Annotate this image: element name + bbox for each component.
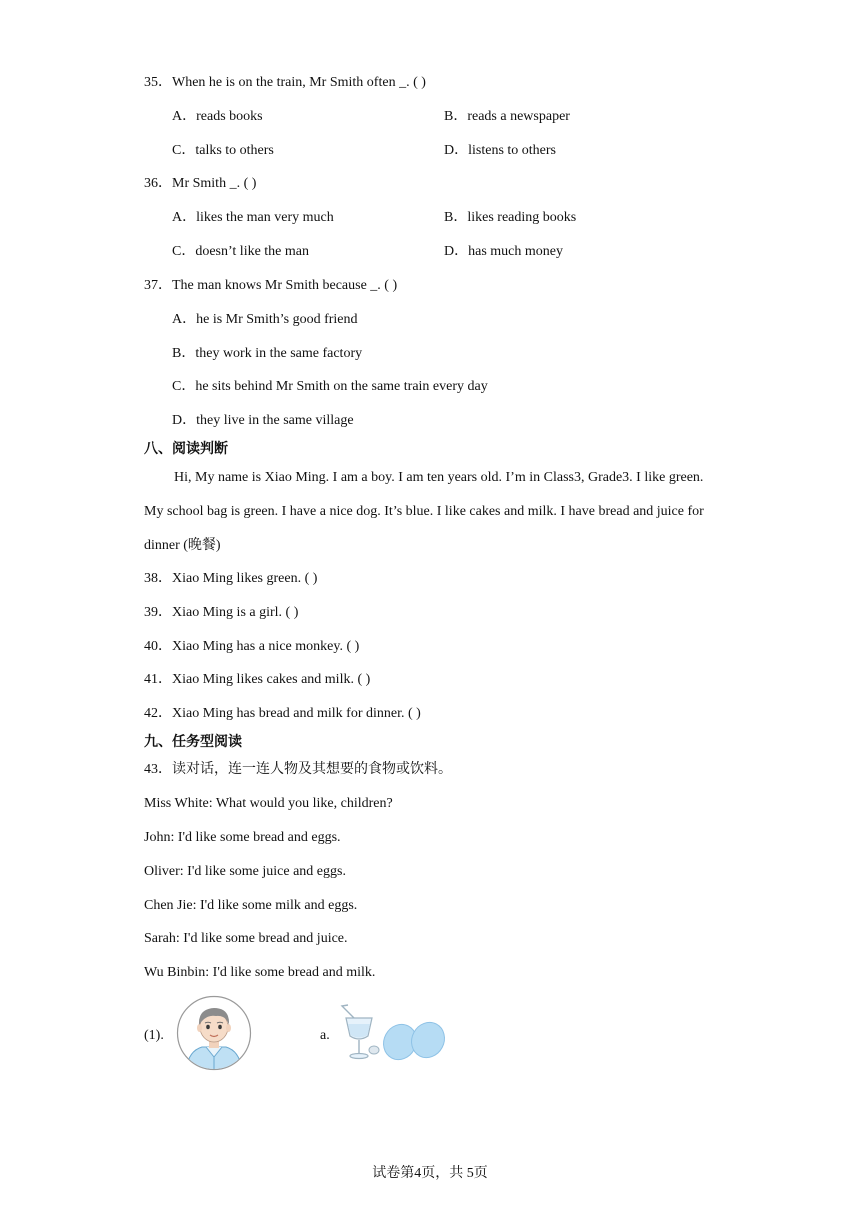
q37-option-d: D．they live in the same village: [172, 413, 354, 428]
dialog-line-3: Oliver: I'd like some juice and eggs.: [144, 864, 346, 879]
q36-option-d: D．has much money: [444, 244, 563, 259]
q36-option-b: B．likes reading books: [444, 210, 577, 225]
dialog-line-1: Miss White: What would you like, children?: [144, 796, 393, 811]
question-39: 39．Xiao Ming is a girl. ( ): [144, 605, 299, 620]
question-35-stem: 35．When he is on the train, Mr Smith often _. ( ): [144, 75, 426, 90]
q36-option-a: A．likes the man very much: [172, 210, 334, 225]
section-8-title: 八、阅读判断: [144, 441, 228, 457]
q36-option-c: C．doesn’t like the man: [172, 244, 309, 259]
q35-option-a: A．reads books: [172, 109, 263, 124]
q35-option-d: D．listens to others: [444, 143, 556, 158]
dialog-line-2: John: I'd like some bread and eggs.: [144, 830, 341, 845]
question-41: 41．Xiao Ming likes cakes and milk. ( ): [144, 672, 371, 687]
question-43: 43．读对话，连一连人物及其想要的食物或饮料。: [144, 762, 452, 777]
q37-option-a: A．he is Mr Smith’s good friend: [172, 312, 358, 327]
item-1-label: (1).: [144, 1028, 164, 1043]
question-40: 40．Xiao Ming has a nice monkey. ( ): [144, 639, 360, 654]
boy-portrait-image: [176, 995, 252, 1071]
dialog-line-5: Sarah: I'd like some bread and juice.: [144, 931, 348, 946]
dialog-line-4: Chen Jie: I'd like some milk and eggs.: [144, 898, 358, 913]
question-36-stem: 36．Mr Smith _. ( ): [144, 176, 257, 191]
question-42: 42．Xiao Ming has bread and milk for dinner. ( ): [144, 706, 421, 721]
q37-option-c: C．he sits behind Mr Smith on the same train every day: [172, 379, 488, 394]
juice-and-eggs-image: [336, 1002, 452, 1062]
page-footer: 试卷第4页，共 5页: [372, 1166, 488, 1181]
section-8-passage: Hi, My name is Xiao Ming. I am a boy. I am ten years old. I’m in Class3, Grade3. I like green. My school bag is green. I have a nice dog. It’s blue. I like cakes and milk. I have bread and juice for dinner (晚餐): [144, 470, 704, 553]
section-9-title: 九、任务型阅读: [144, 734, 242, 750]
dialog-line-6: Wu Binbin: I'd like some bread and milk.: [144, 965, 376, 980]
question-37-stem: 37．The man knows Mr Smith because _. ( ): [144, 278, 398, 293]
q35-option-c: C．talks to others: [172, 143, 274, 158]
item-a-label: a.: [320, 1028, 330, 1043]
q35-option-b: B．reads a newspaper: [444, 109, 570, 124]
q37-option-b: B．they work in the same factory: [172, 346, 363, 361]
question-38: 38．Xiao Ming likes green. ( ): [144, 571, 318, 586]
